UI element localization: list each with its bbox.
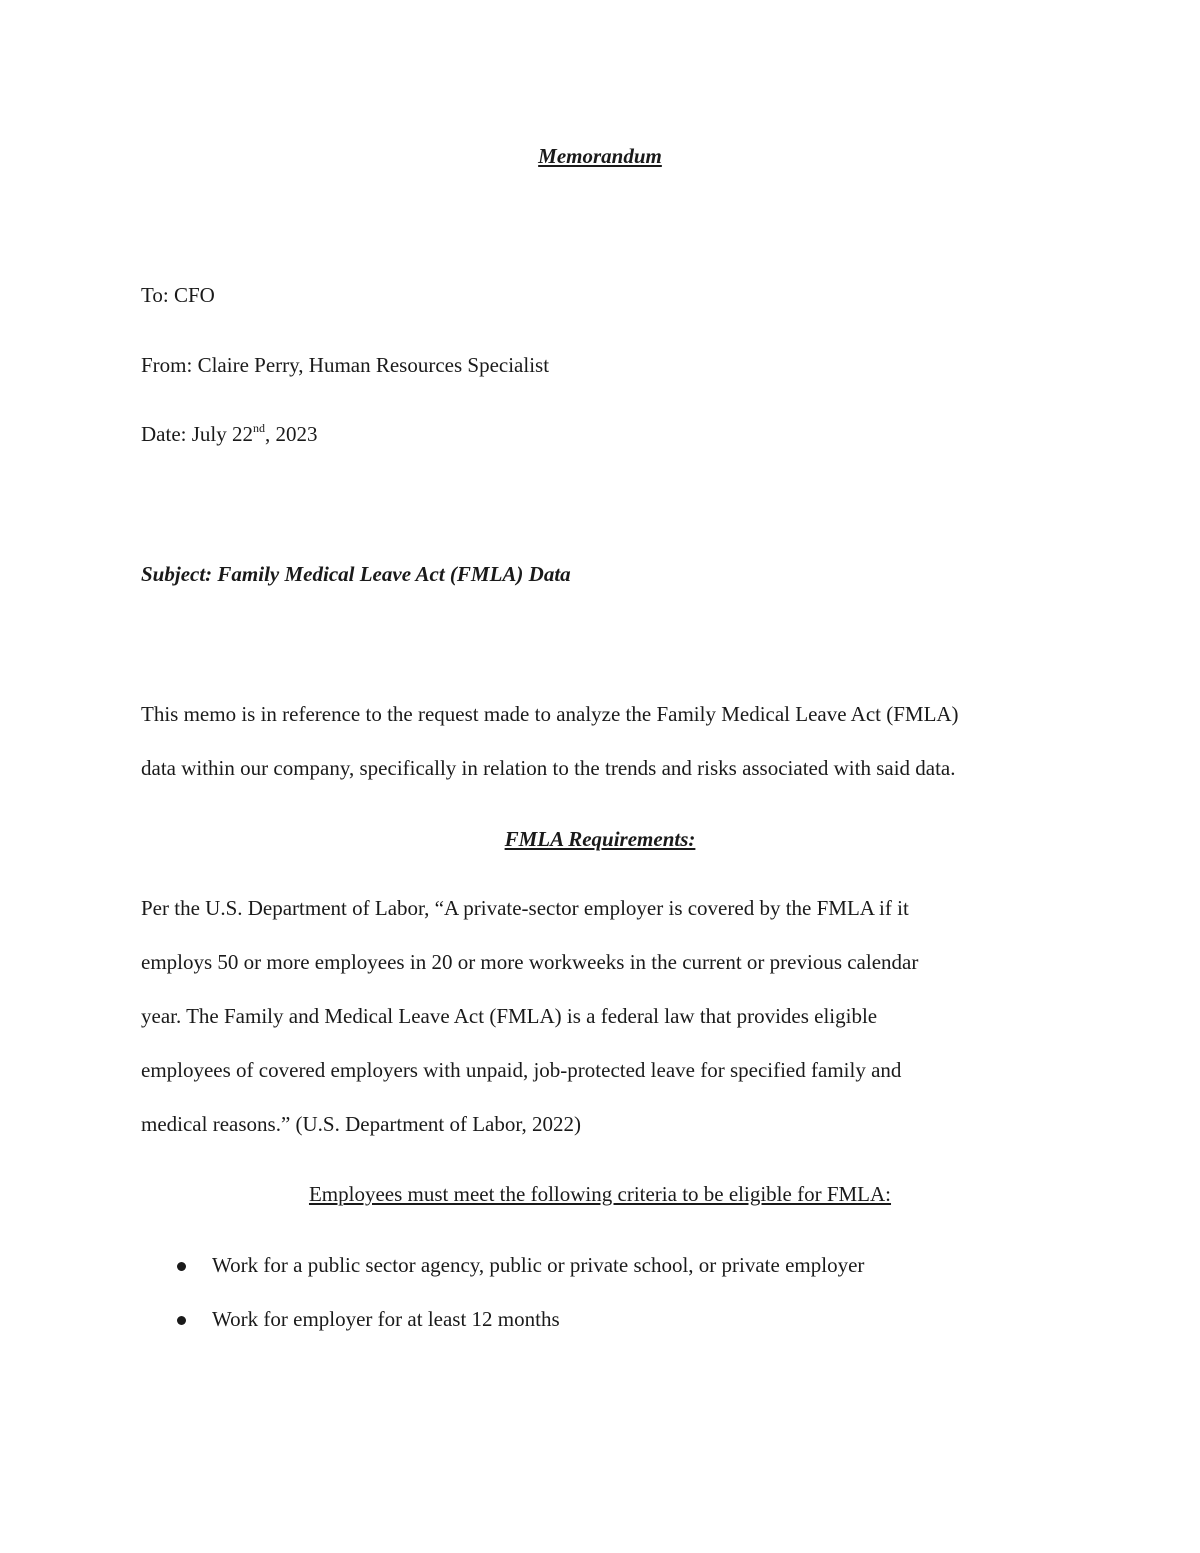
requirements-line-3: year. The Family and Medical Leave Act (FMLA) is a federal law that provides eligible bbox=[141, 1004, 878, 1028]
memo-title: Memorandum bbox=[538, 144, 662, 168]
memo-date bbox=[141, 421, 318, 446]
requirements-line-4: employees of covered employers with unpaid, job-protected leave for specified family and bbox=[141, 1058, 902, 1082]
bullet-icon bbox=[177, 1262, 186, 1271]
memo-date-prefix: Date: July 22 bbox=[141, 422, 253, 446]
requirements-heading: FMLA Requirements: bbox=[504, 827, 696, 851]
intro-line-1: This memo is in reference to the request made to analyze the Family Medical Leave Act (FMLA) bbox=[141, 702, 959, 726]
criteria-item-text: Work for employer for at least 12 months bbox=[212, 1307, 560, 1331]
requirements-line-5: medical reasons.” (U.S. Department of Labor, 2022) bbox=[141, 1112, 582, 1136]
memo-to: To: CFO bbox=[141, 283, 215, 307]
memo-subject: Subject: Family Medical Leave Act (FMLA) Data bbox=[141, 562, 571, 586]
criteria-item-text: Work for a public sector agency, public or private school, or private employer bbox=[212, 1253, 865, 1277]
memo-date-ordinal: nd bbox=[252, 421, 265, 435]
memo-from: From: Claire Perry, Human Resources Specialist bbox=[141, 353, 550, 377]
bullet-icon bbox=[177, 1316, 186, 1325]
memo-date-year: , 2023 bbox=[264, 422, 318, 446]
requirements-line-2: employs 50 or more employees in 20 or more workweeks in the current or previous calendar bbox=[141, 950, 919, 974]
requirements-line-1: Per the U.S. Department of Labor, “A private-sector employer is covered by the FMLA if it bbox=[141, 896, 909, 920]
criteria-heading: Employees must meet the following criteria to be eligible for FMLA: bbox=[308, 1182, 892, 1206]
intro-line-2: data within our company, specifically in relation to the trends and risks associated with said data. bbox=[141, 756, 956, 780]
